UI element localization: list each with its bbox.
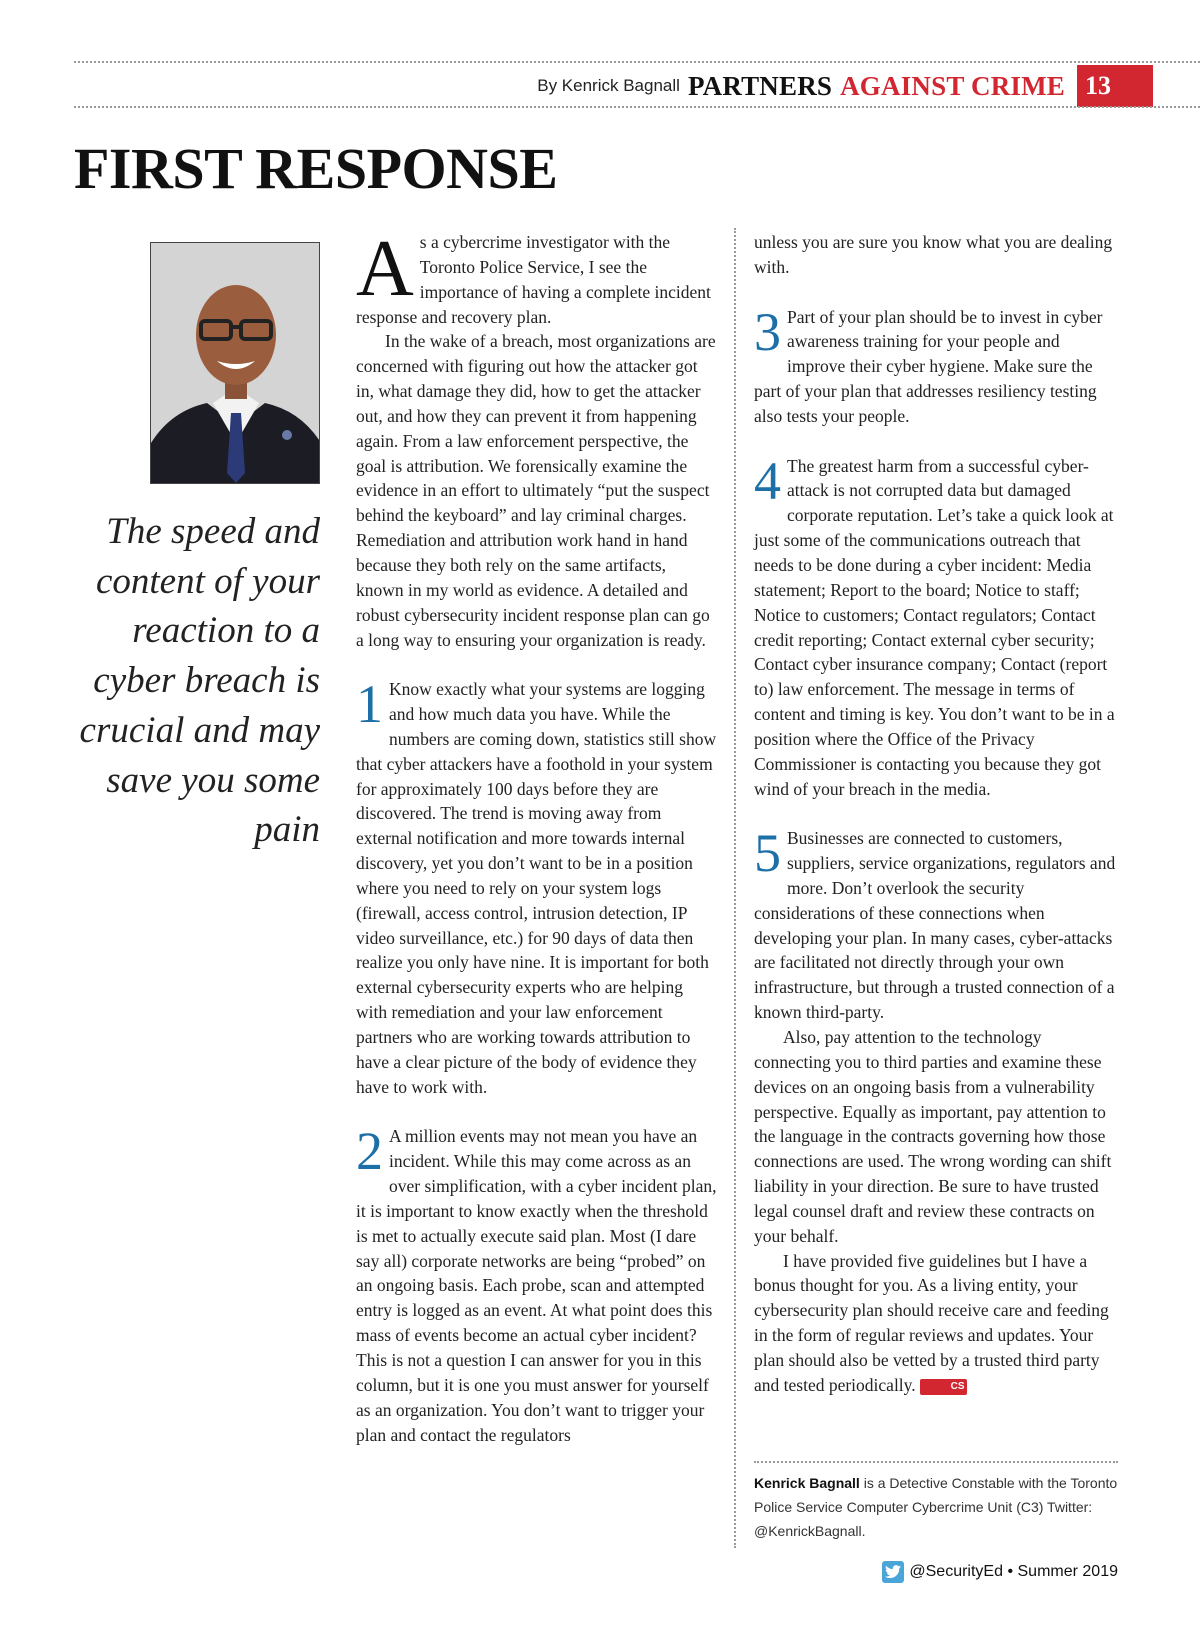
section-title-against-crime: AGAINST CRIME	[840, 70, 1065, 101]
footer-separator: •	[1003, 1563, 1018, 1580]
drop-cap: A	[356, 225, 414, 313]
guideline-3	[754, 301, 1116, 429]
intro-paragraph	[356, 225, 718, 329]
author-photo	[150, 242, 320, 484]
author-bio-name: Kenrick Bagnall	[754, 1475, 860, 1491]
guideline-5-text: Businesses are connected to customers, suppliers, service organizations, regulators and more. Don’t overlook the security considerations of these connections when developing your plan. In many cases, cyber-attacks are facilitated not directly through your own infrastructure, but through a trusted connection of a known third-party.	[754, 828, 1116, 1023]
author-portrait-illustration	[151, 243, 320, 484]
paragraph-conclusion	[754, 1249, 1116, 1398]
guideline-3-number: 3	[754, 301, 781, 362]
author-bio	[754, 1471, 1118, 1543]
guideline-5-number: 5	[754, 823, 781, 884]
article-column-1	[356, 225, 718, 1447]
page-number: 13	[1077, 65, 1153, 107]
article-title: FIRST RESPONSE	[74, 136, 558, 201]
pull-quote: The speed and content of your reaction to a cyber breach is crucial and may save you some pain	[79, 511, 320, 851]
guideline-4-text: The greatest harm from a successful cyber-attack is not corrupted data but damaged corporate reputation. Let’s take a quick look at just some of the communications outreach that needs to be done during a cyber incident: Media statement; Report to the board; Notice to staff; Notice to customers; Contact regulators; Contact credit reporting; Contact external cyber security; Contact cyber insurance company; Contact (report to) law enforcement. The message in terms of content and timing is key. You don’t want to be in a position where the Office of the Privacy Commissioner is contacting you because they got wind of your breach in the media.	[754, 455, 1115, 799]
guideline-2	[356, 1121, 718, 1447]
guideline-1-text: Know exactly what your systems are logging and how much data you have. While the numbers are coming down, statistics still show that cyber attackers have a foothold in your system for approximately 100 days before they are discovered. The trend is moving away from external notification and more towards internal discovery, yet you don’t want to be in a position where you need to rely on your system logs (firewall, access control, intrusion detection, IP video surveillance, etc.) for 90 days of data then realize you only have nine. It is important for both external cybersecurity experts who are helping with remediation and your law enforcement partners who are working towards attribution to have a clear picture of the body of evidence they have to work with.	[356, 679, 717, 1097]
byline: By Kenrick Bagnall	[537, 76, 680, 95]
guideline-4-number: 4	[754, 450, 781, 511]
footer-handle: @SecurityEd	[909, 1563, 1003, 1580]
guideline-5	[754, 823, 1116, 1025]
author-bio-text: is a Detective Constable with the Toronto Police Service Computer Cybercrime Unit (C3) Twitter: @KenrickBagnall.	[754, 1475, 1118, 1539]
guideline-1-number: 1	[356, 674, 383, 735]
guideline-4	[754, 450, 1116, 802]
paragraph-conclusion-text: I have provided five guidelines but I have a bonus thought for you. As a living entity, your cybersecurity plan should receive care and feeding in the form of regular reviews and updates. Your plan should also be vetted by a trusted third party and tested periodically.	[754, 1250, 1109, 1395]
intro-paragraph-2: In the wake of a breach, most organizations are concerned with figuring out how the attacker got in, what damage they did, how to get the attacker out, and how they can prevent it from happening again. From a law enforcement perspective, the goal is attribution. We forensically examine the evidence in an effort to ultimately “put the suspect behind the keyboard” and lay criminal charges. Remediation and attribution work hand in hand because they both rely on the same artifacts, known in my world as evidence. A detailed and robust cybersecurity incident response plan can go a long way to ensuring your organization is ready.	[356, 331, 716, 650]
bio-dotted-rule	[754, 1461, 1118, 1463]
guideline-2-text: A million events may not mean you have an incident. While this may come across as an over simplification, with a cyber incident plan, it is important to know exactly when the threshold is met to actually execute said plan. Most (I dare say all) corporate networks are being “probed” on an ongoing basis. Each probe, scan and attempted entry is logged as an event. At what point does this mass of events become an actual cyber incident? This is not a question I can answer for you in this column, but it is one you must answer for yourself as an organization. You don’t want to trigger your plan and contact the regulators	[356, 1126, 717, 1445]
paragraph-third-parties: Also, pay attention to the technology connecting you to third parties and examine these devices on an ongoing basis from a vulnerability perspective. Equally as important, pay attention to the language in the contracts governing how those connections are used. The wrong wording can shift liability in your direction. Be sure to have trusted legal counsel draft and review these contracts on your behalf.	[754, 1027, 1112, 1246]
column-divider	[734, 228, 736, 1548]
page-header	[537, 68, 1153, 104]
guideline-1	[356, 674, 718, 1099]
end-mark-icon: CS	[920, 1379, 967, 1395]
twitter-icon	[882, 1561, 904, 1583]
section-title-partners: PARTNERS	[687, 70, 833, 101]
page-footer	[882, 1561, 1118, 1583]
article-column-2	[754, 230, 1116, 1398]
guideline-2-continued: unless you are sure you know what you are dealing with.	[754, 232, 1113, 277]
header-dotted-rule	[74, 106, 1200, 108]
footer-issue: Summer 2019	[1017, 1563, 1118, 1580]
guideline-3-text: Part of your plan should be to invest in cyber awareness training for your people and improve their cyber hygiene. Make sure the part of your plan that addresses resiliency testing also tests your people.	[754, 306, 1103, 426]
guideline-2-number: 2	[356, 1121, 383, 1182]
top-dotted-rule	[74, 61, 1200, 63]
intro-paragraph-text: s a cybercrime investigator with the Toronto Police Service, I see the importance of having a complete incident response and recovery plan.	[356, 232, 711, 327]
